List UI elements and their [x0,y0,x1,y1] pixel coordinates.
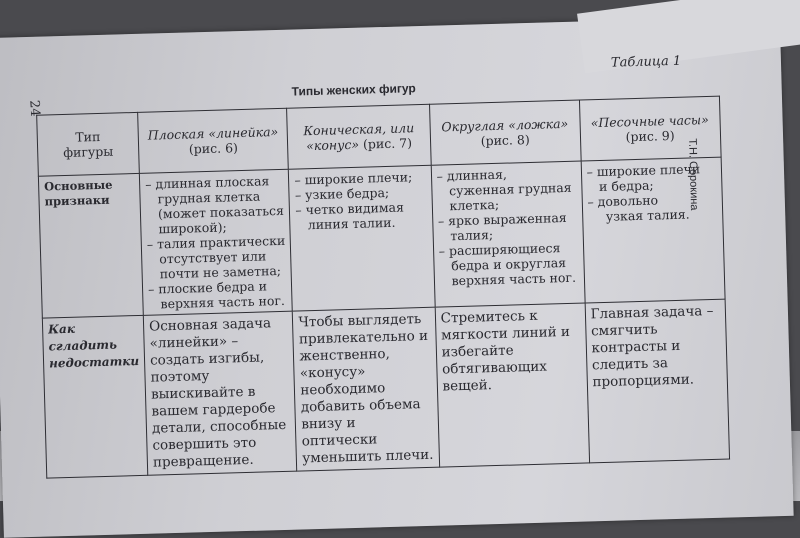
column-figure-ref: (рис. 7) [362,135,413,152]
cell-line: широкой); [158,219,227,237]
column-figure-ref: (рис. 9) [625,127,675,145]
cell-line: внизу и [301,414,356,433]
cell-line: – длинная, [436,166,508,184]
row-header-line: Основные [43,177,113,194]
cell-features-flat [139,169,292,315]
cell-line: мягкости линий и [440,323,571,344]
row-header-line: признаки [44,192,110,209]
cell-line: талия; [450,227,494,244]
cell-line: вашем гардеробе [151,400,276,420]
cell-line: – узкие бедра; [294,184,390,203]
cell-line: поэтому [150,368,210,386]
cell-line: контрасты и [591,337,681,357]
cell-features-cone [289,165,435,311]
cell-line: – длинная плоская [144,173,270,192]
cell-line: пропорциями. [592,371,695,391]
column-name: «Песочные часы» [590,111,709,131]
cell-line: совершить это [152,434,257,454]
corner-header-cell [37,112,140,176]
cell-line: избегайте [441,342,514,361]
cell-line: почти не заметна; [159,262,282,282]
column-figure-ref: (рис. 6) [188,140,239,157]
cell-line: уменьшить плечи. [302,446,434,467]
cell-line: обтягивающих [441,358,548,378]
cell-line: смягчить [590,321,658,340]
row-header-line: сгладить [48,337,118,354]
cell-line: – ярко выраженная [437,209,567,229]
cell-fixes-hourglass [585,299,729,463]
cell-line: клетка; [449,196,500,214]
cell-line: – широкие плечи; [294,169,413,188]
cell-line: – расширяющиеся [438,240,561,259]
column-name: Плоская «линейка» [147,123,279,143]
cell-line: – широкие плечи [586,161,701,180]
figure-types-table [36,96,730,479]
cell-line: отсутствует или [159,248,267,267]
cell-features-hourglass [581,157,725,303]
cell-line: бедра и округлая [450,255,567,274]
column-name: Округлая «ложка» [441,115,569,135]
cell-line: создать изгибы, [149,349,265,369]
cell-line: «линейки» – [149,333,239,352]
cell-line: Стремитесь к [440,307,538,327]
cell-line: Основная задача [148,315,272,335]
table-title: Типы женских фигур [291,81,416,99]
cell-line: линия талии. [307,214,396,233]
cell-line: верхняя часть ног. [451,269,577,289]
table-row-fixes [42,299,729,478]
cell-line: привлекательно и [298,327,429,348]
cell-line: добавить объема [300,396,421,416]
row-header-line: Как [47,321,76,337]
cell-line: необходимо [300,380,386,399]
column-header-flat [138,108,289,173]
cell-fixes-spoon [435,303,589,467]
cell-line: – довольно [587,192,659,210]
column-figure-ref: (рис. 8) [480,131,530,149]
cell-line: выискивайте в [150,383,256,403]
corner-header-line: фигуры [63,143,114,160]
corner-header-line: Тип [75,128,101,145]
column-header-spoon [429,100,581,165]
column-name: Коническая, или «конус» [303,120,415,154]
cell-line: оптически [301,431,378,450]
cell-line: «конусу» [299,363,366,382]
cell-line: – талия практически [146,232,286,252]
cell-line: детали, способные [151,416,287,437]
cell-fixes-cone [293,307,440,471]
cell-line: верхняя часть ног. [160,292,286,312]
page-number: 24 [26,99,43,118]
cell-line: и бедра; [598,177,654,195]
cell-line: женственно, [299,345,391,365]
cell-line: грудная клетка [157,188,261,207]
cell-line: следить за [591,355,669,374]
cell-features-spoon [431,161,585,307]
cell-line: узкая талия. [605,206,690,224]
row-header-features [38,173,143,318]
column-header-hourglass [579,96,721,161]
cell-line: – плоские бедра и [147,278,268,297]
book-page [0,16,794,538]
cell-line: вещей. [442,377,493,395]
cell-fixes-flat [143,311,297,475]
column-header-cone [287,104,431,169]
row-header-line: недостатки [48,353,140,371]
cell-line: Чтобы выглядеть [298,311,422,331]
cell-line: суженная грудная [448,179,572,199]
cell-line: – четко видимая [295,199,405,218]
cell-line: (может показаться [157,202,285,222]
row-header-fixes [42,315,147,478]
cell-line: Главная задача – [590,302,714,323]
table-row-features [38,157,724,318]
table-label: Таблица 1 [610,53,682,71]
cell-line: превращение. [152,451,254,471]
running-head-author: Т.Н. Сорокина [686,138,701,211]
